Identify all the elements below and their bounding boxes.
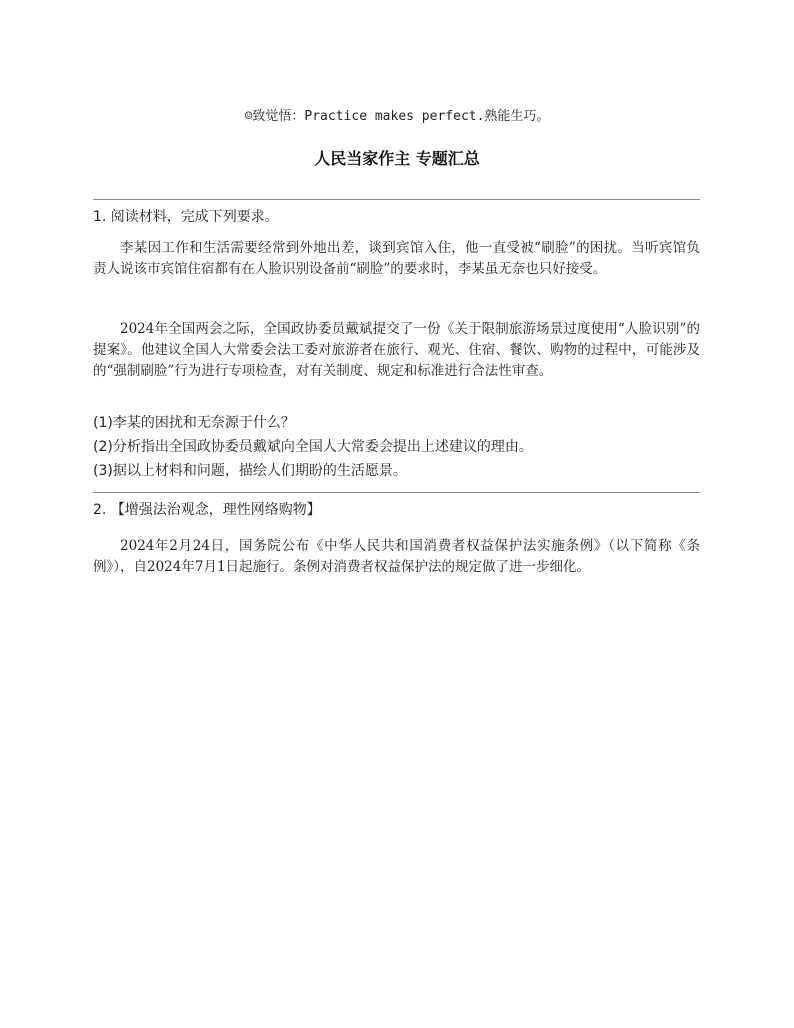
motto-line: ☺致觉悟：Practice makes perfect.熟能生巧。 — [244, 109, 550, 124]
page-title: 人民当家作主 专题汇总 — [314, 149, 480, 168]
question-1-sub-1: (1)李某的困扰和无奈源于什么？ — [93, 415, 295, 431]
question-1-material-1: 李某因工作和生活需要经常到外地出差，谈到宾馆入住，他一直受被“刷脸”的困扰。当听宾馆负责人说该市宾馆住宿都有在人脸识别设备前“刷脸”的要求时，李某虽无奈也只好接受。 — [93, 240, 700, 277]
question-1-material-2: 2024年全国两会之际，全国政协委员戴斌提交了一份《关于限制旅游场景过度使用“人脸识别”的提案》。他建议全国人大常委会法工委对旅游者在旅行、观光、住宿、餐饮、购物的过程中，可能涉及的“强制刷脸”行为进行专项检查，对有关制度、规定和标准进行合法性审查。 — [93, 321, 700, 379]
question-1-sub-2: (2)分析指出全国政协委员戴斌向全国人大常委会提出上述建议的理由。 — [93, 439, 533, 455]
question-1-heading: 1. 阅读材料，完成下列要求。 — [93, 209, 279, 225]
divider-line — [93, 492, 700, 493]
question-2-material-1: 2024年2月24日，国务院公布《中华人民共和国消费者权益保护法实施条例》（以下简称《条例》），自2024年7月1日起施行。条例对消费者权益保护法的规定做了进一步细化。 — [93, 538, 700, 575]
question-2-heading: 2. 【增强法治观念，理性网络购物】 — [93, 502, 321, 518]
divider-line — [93, 199, 700, 200]
question-1-sub-3: (3)据以上材料和问题，描绘人们期盼的生活愿景。 — [93, 463, 407, 479]
